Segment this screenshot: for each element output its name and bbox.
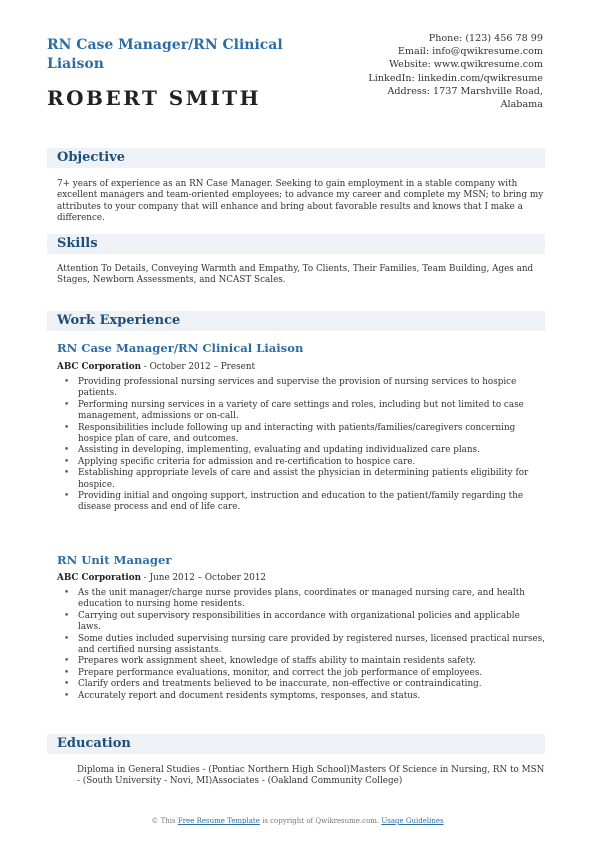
objective-text: 7+ years of experience as an RN Case Manager. Seeking to gain employment in a stable company with excellent managers and team-oriented employees; to advance my career and complete my MSN; to bring my attributes to your company that will enhance and bring about favorable results and knows that I make a difference.	[57, 179, 544, 224]
list-item: • As the unit manager/charge nurse provides plans, coordinates or managed nursing care, and health education to nursing home residents.	[64, 588, 545, 611]
skills-heading: Skills	[57, 236, 98, 251]
skills-section-header	[47, 234, 545, 254]
company-name: ABC Corporation	[57, 362, 142, 372]
candidate-name: ROBERT SMITH	[47, 86, 262, 110]
list-item: • Prepare performance evaluations, monitor, and correct the job performance of employees.	[64, 668, 545, 679]
list-item: • Prepares work assignment sheet, knowledge of staffs ability to maintain residents safety.	[64, 656, 545, 667]
work-experience-section-header	[47, 311, 545, 331]
job-title-line-1: RN Case Manager/RN Clinical	[47, 37, 283, 53]
resume-job-title	[47, 36, 347, 74]
job-dates: - June 2012 – October 2012	[141, 573, 267, 583]
contact-block	[313, 32, 543, 111]
objective-section-header	[47, 148, 545, 168]
job-company-dates	[57, 573, 266, 583]
list-item: • Performing nursing services in a variety of care settings and roles, including but not limited to case management, admissions or on-call.	[64, 400, 545, 423]
usage-guidelines-link[interactable]: Usage Guidelines	[381, 817, 444, 825]
education-heading: Education	[57, 736, 131, 751]
company-name: ABC Corporation	[57, 573, 142, 583]
job-company-dates	[57, 362, 255, 372]
list-item: • Establishing appropriate levels of care and assist the physician in determining patients eligibility for hospice.	[64, 468, 545, 491]
work-experience-heading: Work Experience	[57, 313, 181, 328]
job-title: RN Unit Manager	[57, 553, 172, 567]
contact-linkedin[interactable]: LinkedIn: linkedin.com/qwikresume	[368, 72, 543, 84]
list-item: • Carrying out supervisory responsibilities in accordance with organizational policies and applicable laws.	[64, 611, 545, 634]
job-bullet-list	[64, 377, 545, 514]
list-item: • Assisting in developing, implementing, evaluating and updating individualized care plans.	[64, 445, 545, 456]
list-item: • Providing initial and ongoing support, instruction and education to the patient/family regarding the disease process and end of life care.	[64, 491, 545, 514]
contact-phone: Phone: (123) 456 78 99	[428, 33, 543, 44]
job-bullet-list	[64, 588, 545, 702]
list-item: • Clarify orders and treatments believed to be inaccurate, non-effective or contraindicating.	[64, 679, 545, 690]
list-item: • Applying specific criteria for admission and re-certification to hospice care.	[64, 457, 545, 468]
contact-address: Address: 1737 Marshville Road,	[387, 85, 543, 97]
list-item: • Some duties included supervising nursing care provided by registered nurses, licensed practical nurses, and certified nursing assistants.	[64, 634, 545, 657]
contact-website[interactable]: Website: www.qwikresume.com	[389, 59, 543, 71]
contact-address-state: Alabama	[500, 99, 543, 111]
job-dates: - October 2012 – Present	[141, 362, 256, 372]
list-item: • Responsibilities include following up and interacting with patients/families/caregivers concerning hospice plan of care, and outcomes.	[64, 423, 545, 446]
job-title: RN Case Manager/RN Clinical Liaison	[57, 341, 304, 355]
objective-heading: Objective	[57, 150, 126, 165]
footer-prefix: © This	[151, 817, 178, 825]
education-section-header	[47, 734, 545, 754]
skills-text: Attention To Details, Conveying Warmth and Empathy, To Clients, Their Families, Team Building, Ages and Stages, Newborn Assessments, and NCAST Scales.	[57, 264, 534, 286]
list-item: • Providing professional nursing services and supervise the provision of nursing services to hospice patients.	[64, 377, 545, 400]
list-item: • Accurately report and document residents symptoms, responses, and status.	[64, 691, 545, 702]
contact-email[interactable]: Email: info@qwikresume.com	[397, 46, 543, 58]
free-resume-template-link[interactable]: Free Resume Template	[177, 817, 260, 825]
footer	[0, 817, 595, 825]
footer-copyright-text: is copyright of Qwikresume.com.	[259, 817, 382, 825]
job-title-line-2: Liaison	[47, 56, 104, 72]
education-text: Diploma in General Studies - (Pontiac Northern High School)Masters Of Science in Nursing, RN to MSN - (South University - Novi, MI)Associates - (Oakland Community College)	[77, 765, 545, 787]
